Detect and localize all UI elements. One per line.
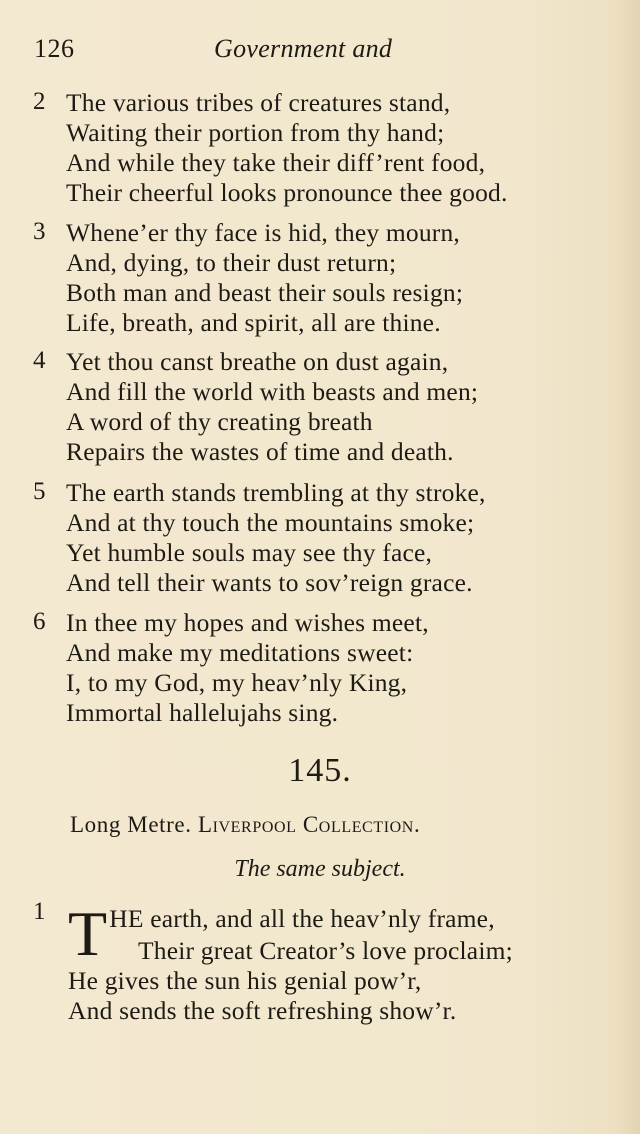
verse-line: And make my meditations sweet: [66, 638, 414, 667]
verse-line: In thee my hopes and wishes meet, [66, 608, 429, 637]
verse-line: And, dying, to their dust return; [66, 248, 397, 277]
verse-line: Yet humble souls may see thy face, [66, 538, 433, 567]
hymn-subject: The same subject. [234, 856, 406, 882]
verse-line: I, to my God, my heav’nly King, [66, 668, 408, 697]
page-number: 126 [34, 34, 75, 63]
running-title: Government and [214, 34, 393, 63]
verse-line: Yet thou canst breathe on dust again, [66, 347, 449, 376]
verse-line: And fill the world with beasts and men; [66, 377, 479, 406]
stanza-number: 6 [33, 608, 46, 635]
verse-line: Whene’er thy face is hid, they mourn, [66, 218, 461, 247]
source-label: Liverpool Collection. [197, 812, 421, 837]
stanza-number: 5 [33, 478, 46, 505]
verse-line: Repairs the wastes of time and death. [66, 437, 454, 466]
verse-line: And tell their wants to sov’reign grace. [66, 568, 473, 597]
verse-line: And at thy touch the mountains smoke; [66, 508, 475, 537]
metre-label: Long Metre. [70, 812, 192, 837]
stanza-number: 4 [33, 347, 46, 374]
stanza-number: 2 [33, 88, 46, 115]
verse-line: The earth stands trembling at thy stroke, [66, 478, 486, 507]
verse-line: He gives the sun his genial pow’r, [68, 966, 422, 995]
drop-cap: T [68, 898, 108, 969]
verse-line: Life, breath, and spirit, all are thine. [66, 308, 441, 337]
metre-line [70, 812, 420, 838]
verse-line: A word of thy creating breath [66, 407, 373, 436]
stanza-number: 1 [33, 898, 46, 925]
page-header [34, 34, 610, 70]
hymn-number: 145. [288, 752, 352, 789]
verse-line: Their great Creator’s love proclaim; [138, 936, 513, 965]
stanza-number: 3 [33, 218, 46, 245]
verse-line: The various tribes of creatures stand, [66, 88, 451, 117]
verse-line: Both man and beast their souls resign; [66, 278, 464, 307]
verse-line: And sends the soft refreshing show’r. [68, 996, 457, 1025]
verse-line: And while they take their diff’rent food, [66, 148, 486, 177]
verse-line: Waiting their portion from thy hand; [66, 118, 445, 147]
verse-line: Their cheerful looks pronounce thee good. [66, 178, 508, 207]
verse-line: Immortal hallelujahs sing. [66, 698, 339, 727]
first-line-text: HE earth, and all the heav’nly frame, [109, 904, 495, 933]
